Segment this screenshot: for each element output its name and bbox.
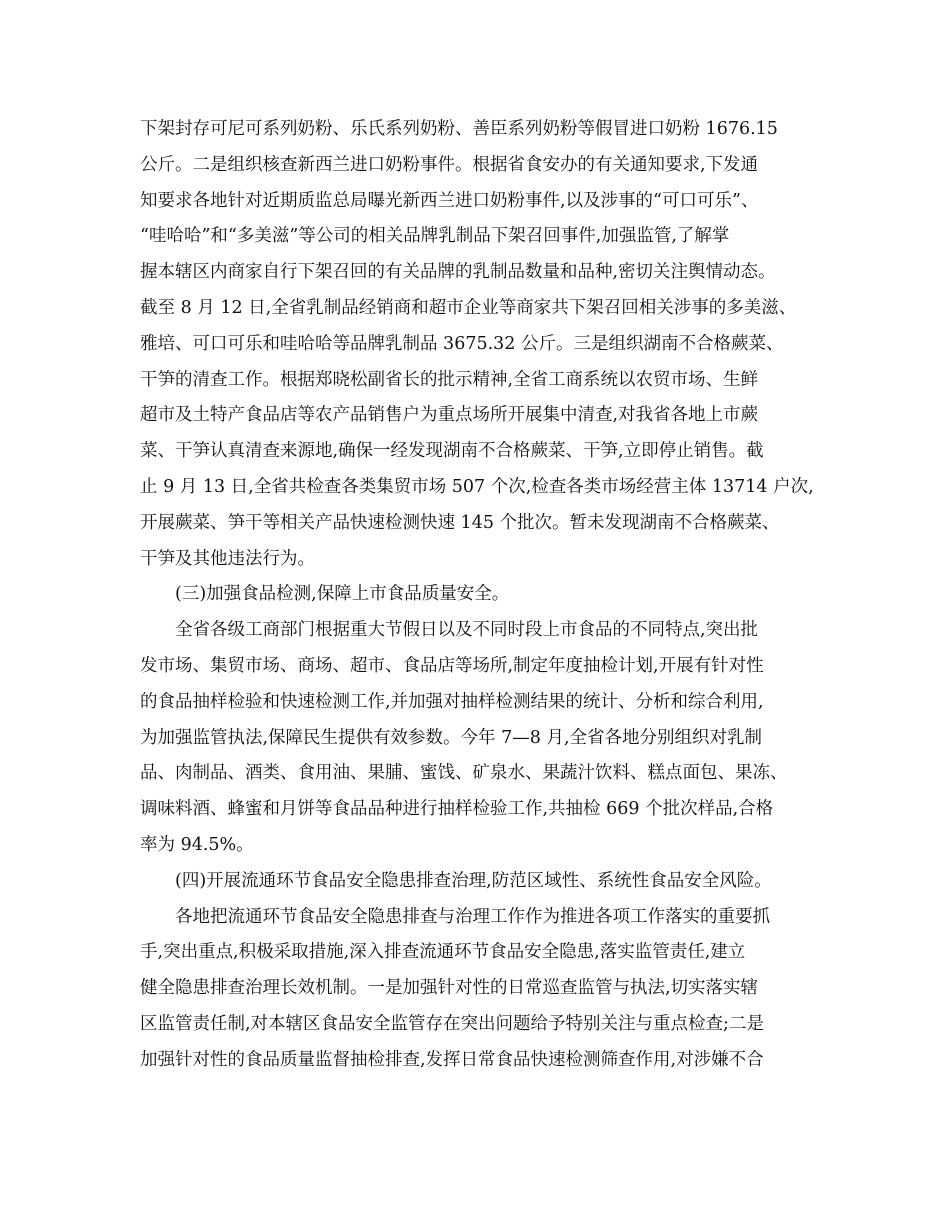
text-line: 干笋的清查工作。根据郑晓松副省长的批示精神,全省工商系统以农贸市场、生鲜	[140, 369, 759, 390]
text-line: 雅培、可口可乐和哇哈哈等品牌乳制品 3675.32 公斤。三是组织湖南不合格蕨菜、	[140, 333, 784, 354]
text-line: 加强针对性的食品质量监督抽检排查,发挥日常食品快速检测筛查作用,对涉嫌不合	[140, 1049, 764, 1070]
text-line: 健全隐患排查治理长效机制。一是加强针对性的日常巡查监管与执法,切实落实辖	[140, 978, 759, 999]
paragraph-start-line: 各地把流通环节食品安全隐患排查与治理工作作为推进各项工作落实的重要抓	[175, 906, 770, 927]
paragraph-start-line: (三)加强食品检测,保障上市食品质量安全。	[175, 584, 510, 605]
text-line: 的食品抽样检验和快速检测工作,并加强对抽样检测结果的统计、分析和综合利用,	[140, 691, 764, 712]
text-line: 菜、干笋认真清查来源地,确保一经发现湖南不合格蕨菜、干笋,立即停止销售。截	[140, 441, 764, 462]
text-line: 调味料酒、蜂蜜和月饼等食品品种进行抽样检验工作,共抽检 669 个批次样品,合格	[140, 799, 774, 820]
text-line: 为加强监管执法,保障民生提供有效参数。今年 7—8 月,全省各地分别组织对乳制	[140, 727, 763, 748]
paragraph-start-line: (四)开展流通环节食品安全隐患排查治理,防范区域性、系统性食品安全风险。	[175, 870, 772, 891]
text-line: 超市及土特产食品店等农产品销售户为重点场所开展集中清查,对我省各地上市蕨	[140, 405, 759, 426]
text-line: 止 9 月 13 日,全省共检查各类集贸市场 507 个次,检查各类市场经营主体 13714 户次,	[140, 476, 814, 497]
text-line: 握本辖区内商家自行下架召回的有关品牌的乳制品数量和品种,密切关注舆情动态。	[140, 262, 776, 283]
text-line: “哇哈哈”和“多美滋”等公司的相关品牌乳制品下架召回事件,加强监管,了解掌	[140, 226, 730, 247]
text-line: 率为 94.5%。	[140, 834, 254, 855]
text-line: 发市场、集贸市场、商场、超市、食品店等场所,制定年度抽检计划,开展有针对性	[140, 655, 764, 676]
text-line: 截至 8 月 12 日,全省乳制品经销商和超市企业等商家共下架召回相关涉事的多美滋、	[140, 297, 797, 318]
text-line: 区监管责任制,对本辖区食品安全监管存在突出问题给予特别关注与重点检查;二是	[140, 1013, 764, 1034]
text-line: 干笋及其他违法行为。	[140, 548, 315, 569]
paragraph-start-line: 全省各级工商部门根据重大节假日以及不同时段上市食品的不同特点,突出批	[175, 620, 759, 641]
text-line: 知要求各地针对近期质监总局曝光新西兰进口奶粉事件,以及涉事的“可口可乐”、	[140, 190, 759, 211]
text-line: 手,突出重点,积极采取措施,深入排查流通环节食品安全隐患,落实监管责任,建立	[140, 942, 746, 963]
text-line: 品、肉制品、酒类、食用油、果脯、蜜饯、矿泉水、果蔬汁饮料、糕点面包、果冻、	[140, 763, 788, 784]
text-line: 公斤。二是组织核查新西兰进口奶粉事件。根据省食安办的有关通知要求,下发通	[140, 154, 759, 175]
text-line: 下架封存可尼可系列奶粉、乐氏系列奶粉、善臣系列奶粉等假冒进口奶粉 1676.15	[140, 119, 778, 139]
document-body	[140, 112, 820, 1079]
text-line: 开展蕨菜、笋干等相关产品快速检测快速 145 个批次。暂未发现湖南不合格蕨菜、	[140, 512, 780, 533]
